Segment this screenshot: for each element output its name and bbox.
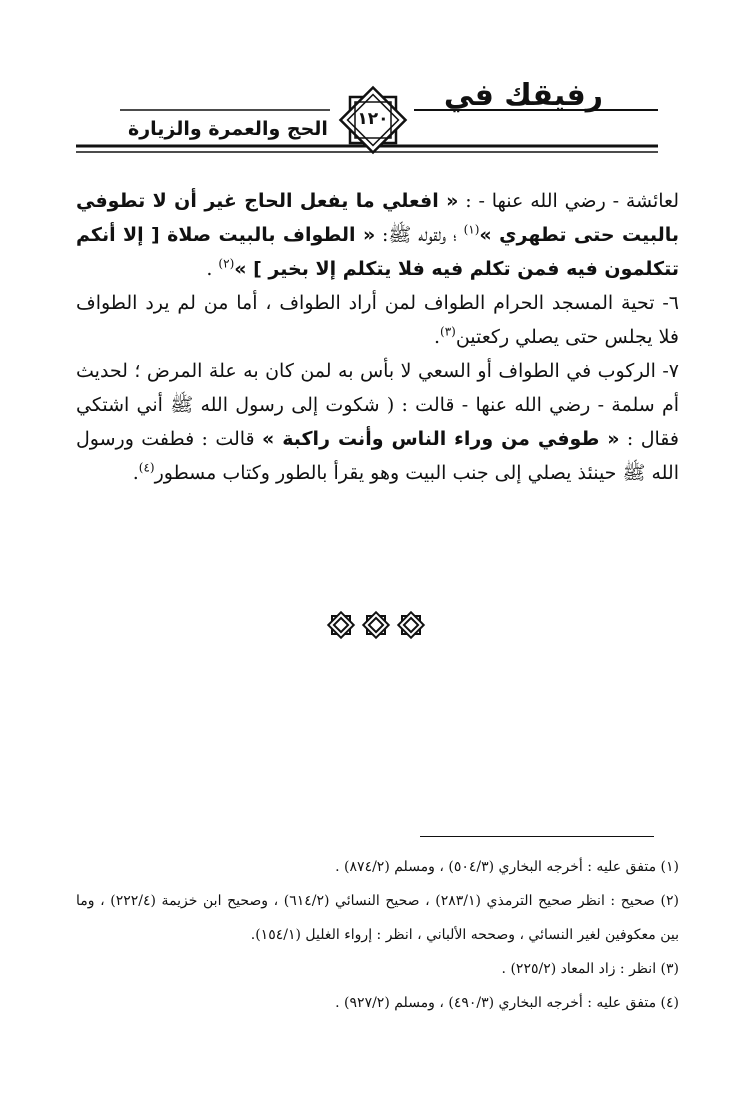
header-title: رفيقك في [443, 78, 603, 113]
footnote-ref: (٤) [138, 460, 155, 475]
hadith-quote: « الطواف بالبيت صلاة [ إلا أنكم تتكلمون فيه فمن تكلم فيه فلا يتكلم إلا بخير ] » [76, 224, 679, 280]
footnote-ref: (١) [463, 222, 480, 237]
page-number: ١٢٠ [357, 109, 389, 129]
paragraph-1 [76, 184, 679, 286]
section-ornament-icon [324, 610, 428, 640]
main-text [76, 184, 679, 490]
footnote-2: (٢) صحيح : انظر صحيح الترمذي (٢٨٣/١) ، صحيح النسائي (٦١٤/٢) ، وصحيح ابن خزيمة (٢٢٢/٤) ، وما بين معكوفين لغير النسائي ، وصححه الألباني ، انظر : إرواء الغليل (١٥٤/١). [76, 893, 679, 943]
paragraph-3 [76, 354, 679, 490]
text-run: ٦- تحية المسجد الحرام الطواف لمن أراد الطواف ، أما من لم يرد الطواف فلا يجلس حتى يصلي ركعتين [76, 292, 679, 348]
text-run: ٧- الركوب في الطواف أو السعي لا بأس به لمن كان به علة المرض ؛ لحديث أم سلمة - رضي الله عنها - قالت : ( شكوت إلى رسول الله ﷺ أني اشتكي فقال : [76, 360, 679, 450]
paragraph-2 [76, 286, 679, 354]
text-run: . [132, 462, 139, 484]
footnote-divider [420, 836, 654, 837]
footnote-3: (٣) انظر : زاد المعاد (٢٢٥/٢) . [501, 961, 679, 977]
hadith-quote: « افعلي ما يفعل الحاج غير أن لا تطوفي بالبيت حتى تطهري » [76, 190, 679, 246]
footnote-ref: (٢) [218, 256, 235, 271]
footnote-4: (٤) متفق عليه : أخرجه البخاري (٤٩٠/٣) ، ومسلم (٩٢٧/٢) . [335, 995, 679, 1011]
footnote-1: (١) متفق عليه : أخرجه البخاري (٥٠٤/٣) ، ومسلم (٨٧٤/٢) . [335, 859, 679, 875]
text-run: قالت : فطفت ورسول الله ﷺ حينئذ يصلي إلى جنب البيت وهو يقرأ بالطور وكتاب مسطور [76, 428, 679, 484]
page-number-emblem [338, 85, 408, 155]
text-run: ؛ ولقوله ﷺ: [375, 224, 464, 246]
text-run: . [206, 258, 219, 280]
hadith-quote: « طوفي من وراء الناس وأنت راكبة » [262, 428, 620, 450]
text-run: . [433, 326, 440, 348]
footnotes [76, 850, 679, 1020]
footnote-ref: (٣) [440, 324, 456, 339]
page-header [0, 0, 753, 165]
text-run: لعائشة - رضي الله عنها - : [458, 190, 680, 212]
header-subtitle: الحج والعمرة والزيارة [128, 118, 328, 140]
